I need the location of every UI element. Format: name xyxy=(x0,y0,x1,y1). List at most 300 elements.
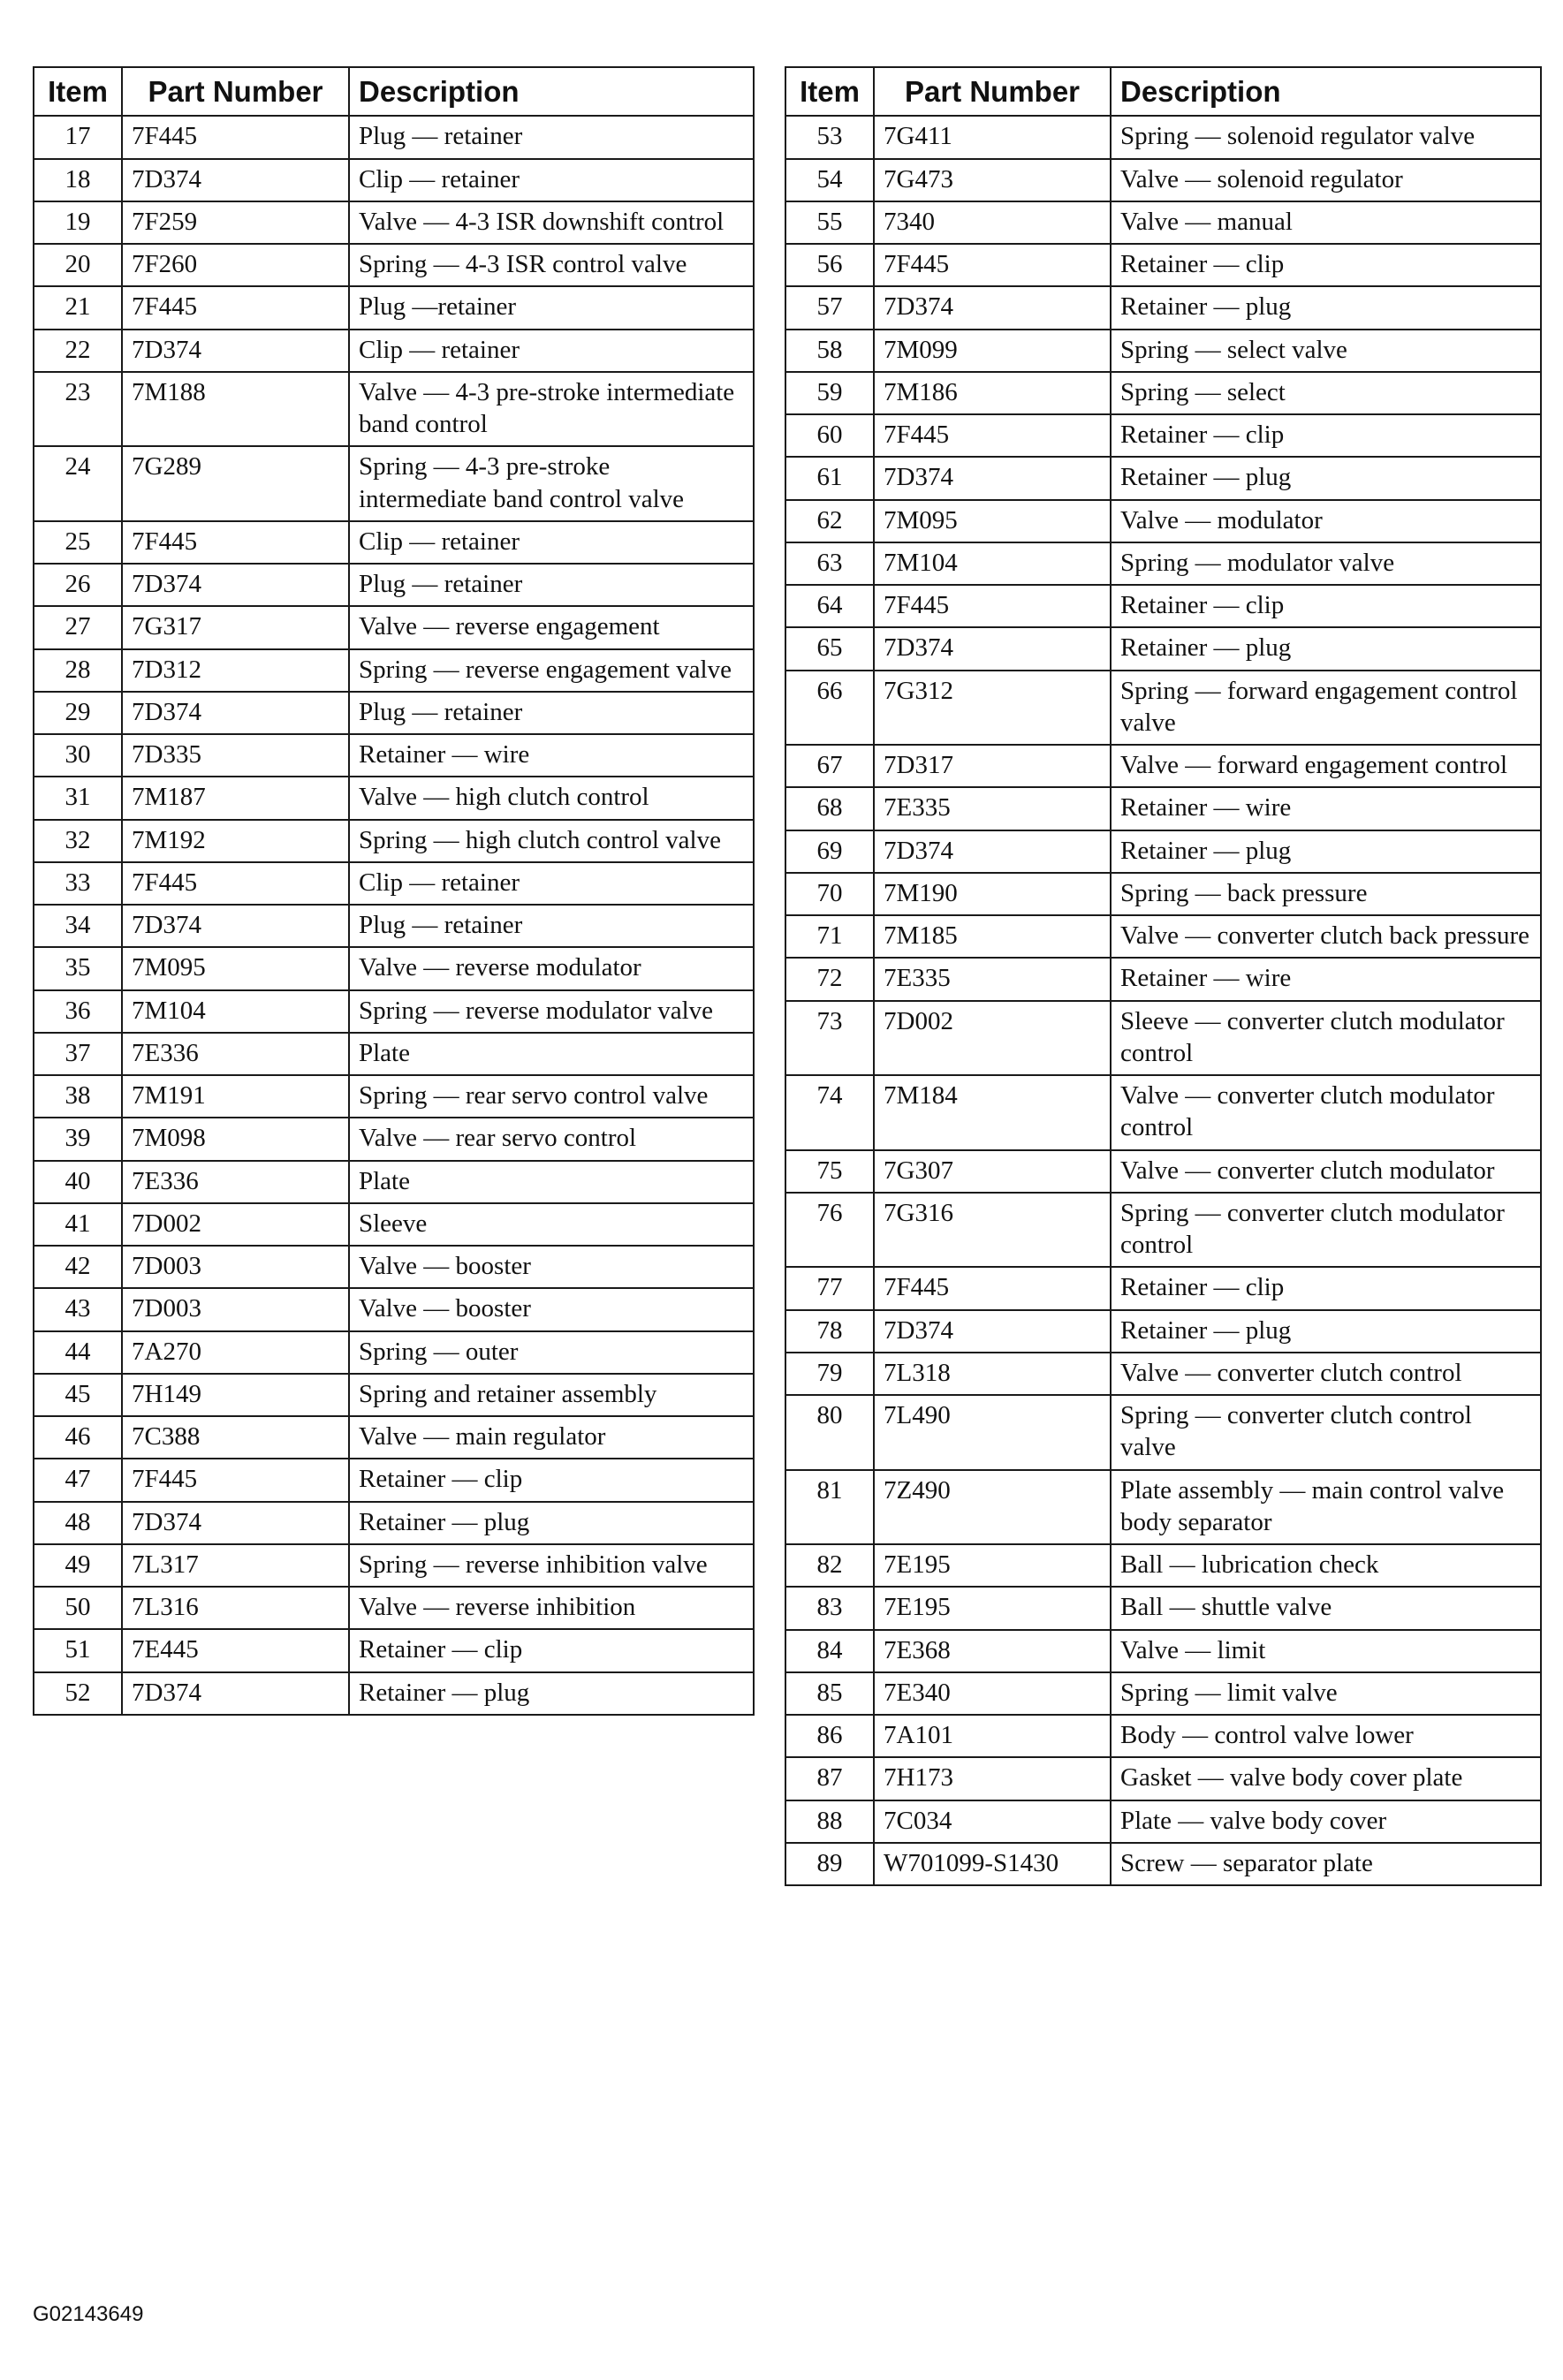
description-cell: Valve — manual xyxy=(1111,201,1541,244)
table-row xyxy=(785,1310,1541,1353)
item-cell: 25 xyxy=(34,521,122,564)
part-number-cell: 7G289 xyxy=(122,446,349,521)
part-number-cell: 7H149 xyxy=(122,1374,349,1416)
item-cell: 77 xyxy=(785,1267,874,1309)
part-number-cell: 7E340 xyxy=(874,1672,1111,1715)
table-row xyxy=(785,1630,1541,1672)
description-cell: Retainer — wire xyxy=(1111,787,1541,830)
table-row xyxy=(34,244,754,286)
table-row xyxy=(785,915,1541,958)
item-cell: 89 xyxy=(785,1843,874,1885)
table-row xyxy=(785,1757,1541,1800)
description-cell: Retainer — wire xyxy=(1111,958,1541,1000)
item-cell: 35 xyxy=(34,947,122,989)
description-cell: Spring — solenoid regulator valve xyxy=(1111,116,1541,158)
item-cell: 42 xyxy=(34,1246,122,1288)
table-row xyxy=(785,1470,1541,1545)
item-cell: 70 xyxy=(785,873,874,915)
table-row xyxy=(785,159,1541,201)
table-row xyxy=(34,286,754,329)
part-number-cell: 7F445 xyxy=(122,116,349,158)
item-cell: 27 xyxy=(34,606,122,648)
table-row xyxy=(34,606,754,648)
item-cell: 73 xyxy=(785,1001,874,1076)
part-number-cell: 7F260 xyxy=(122,244,349,286)
part-number-cell: 7D374 xyxy=(122,905,349,947)
header-part-number: Part Number xyxy=(874,67,1111,116)
table-row xyxy=(34,1161,754,1203)
item-cell: 48 xyxy=(34,1502,122,1544)
item-cell: 23 xyxy=(34,372,122,447)
description-cell: Sleeve — converter clutch modulator control xyxy=(1111,1001,1541,1076)
description-cell: Retainer — plug xyxy=(1111,457,1541,499)
item-cell: 65 xyxy=(785,627,874,670)
item-cell: 74 xyxy=(785,1075,874,1150)
item-cell: 17 xyxy=(34,116,122,158)
part-number-cell: 7M098 xyxy=(122,1118,349,1160)
table-row xyxy=(34,521,754,564)
description-cell: Plate — valve body cover xyxy=(1111,1800,1541,1843)
item-cell: 18 xyxy=(34,159,122,201)
table-row xyxy=(34,159,754,201)
item-cell: 51 xyxy=(34,1629,122,1671)
description-cell: Valve — limit xyxy=(1111,1630,1541,1672)
description-cell: Spring — select valve xyxy=(1111,330,1541,372)
description-cell: Retainer — clip xyxy=(1111,414,1541,457)
item-cell: 41 xyxy=(34,1203,122,1246)
description-cell: Valve — forward engagement control xyxy=(1111,745,1541,787)
item-cell: 56 xyxy=(785,244,874,286)
table-row xyxy=(34,990,754,1033)
description-cell: Spring — high clutch control valve xyxy=(349,820,754,862)
table-row xyxy=(34,1033,754,1075)
description-cell: Gasket — valve body cover plate xyxy=(1111,1757,1541,1800)
part-number-cell: 7A270 xyxy=(122,1331,349,1374)
description-cell: Clip — retainer xyxy=(349,159,754,201)
part-number-cell: 7M104 xyxy=(874,542,1111,585)
description-cell: Sleeve xyxy=(349,1203,754,1246)
part-number-cell: 7D374 xyxy=(122,330,349,372)
table-row xyxy=(34,330,754,372)
table-row xyxy=(34,905,754,947)
part-number-cell: 7E445 xyxy=(122,1629,349,1671)
item-cell: 22 xyxy=(34,330,122,372)
item-cell: 80 xyxy=(785,1395,874,1470)
item-cell: 47 xyxy=(34,1459,122,1501)
item-cell: 26 xyxy=(34,564,122,606)
description-cell: Body — control valve lower xyxy=(1111,1715,1541,1757)
item-cell: 81 xyxy=(785,1470,874,1545)
part-number-cell: 7M184 xyxy=(874,1075,1111,1150)
part-number-cell: 7G307 xyxy=(874,1150,1111,1193)
table-row xyxy=(34,1203,754,1246)
description-cell: Plug —retainer xyxy=(349,286,754,329)
table-row xyxy=(785,1193,1541,1268)
table-row xyxy=(34,777,754,819)
header-part-number: Part Number xyxy=(122,67,349,116)
table-row xyxy=(34,564,754,606)
description-cell: Valve — booster xyxy=(349,1288,754,1330)
item-cell: 33 xyxy=(34,862,122,905)
description-cell: Retainer — clip xyxy=(1111,244,1541,286)
table-row xyxy=(785,201,1541,244)
description-cell: Valve — reverse inhibition xyxy=(349,1587,754,1629)
figure-id: G02143649 xyxy=(33,2302,144,2326)
description-cell: Valve — booster xyxy=(349,1246,754,1288)
part-number-cell: 7D003 xyxy=(122,1288,349,1330)
part-number-cell: 7D374 xyxy=(122,1502,349,1544)
part-number-cell: 7D374 xyxy=(122,564,349,606)
table-row xyxy=(785,873,1541,915)
part-number-cell: 7M099 xyxy=(874,330,1111,372)
description-cell: Spring — converter clutch modulator control xyxy=(1111,1193,1541,1268)
item-cell: 62 xyxy=(785,500,874,542)
description-cell: Valve — converter clutch modulator control xyxy=(1111,1075,1541,1150)
part-number-cell: 7M191 xyxy=(122,1075,349,1118)
description-cell: Valve — main regulator xyxy=(349,1416,754,1459)
item-cell: 31 xyxy=(34,777,122,819)
item-cell: 45 xyxy=(34,1374,122,1416)
part-number-cell: 7M095 xyxy=(874,500,1111,542)
description-cell: Spring — rear servo control valve xyxy=(349,1075,754,1118)
item-cell: 86 xyxy=(785,1715,874,1757)
description-cell: Retainer — plug xyxy=(1111,1310,1541,1353)
table-row xyxy=(34,1502,754,1544)
item-cell: 55 xyxy=(785,201,874,244)
part-number-cell: 7D374 xyxy=(122,159,349,201)
part-number-cell: 7D374 xyxy=(874,286,1111,329)
part-number-cell: 7F445 xyxy=(122,862,349,905)
part-number-cell: 7E195 xyxy=(874,1544,1111,1587)
table-row xyxy=(785,330,1541,372)
table-row xyxy=(785,1353,1541,1395)
part-number-cell: 7Z490 xyxy=(874,1470,1111,1545)
description-cell: Valve — modulator xyxy=(1111,500,1541,542)
parts-table-left xyxy=(33,66,755,1716)
part-number-cell: 7M188 xyxy=(122,372,349,447)
part-number-cell: 7E335 xyxy=(874,787,1111,830)
table-body-left xyxy=(34,116,754,1715)
item-cell: 37 xyxy=(34,1033,122,1075)
table-row xyxy=(34,1075,754,1118)
table-row xyxy=(785,787,1541,830)
table-header-row xyxy=(34,67,754,116)
item-cell: 43 xyxy=(34,1288,122,1330)
description-cell: Spring — reverse engagement valve xyxy=(349,649,754,692)
header-item: Item xyxy=(34,67,122,116)
description-cell: Spring — 4-3 pre-stroke intermediate band control valve xyxy=(349,446,754,521)
part-number-cell: 7L318 xyxy=(874,1353,1111,1395)
description-cell: Spring — outer xyxy=(349,1331,754,1374)
table-body-right xyxy=(785,116,1541,1885)
part-number-cell: 7F445 xyxy=(122,1459,349,1501)
header-description: Description xyxy=(1111,67,1541,116)
description-cell: Spring — forward engagement control valve xyxy=(1111,671,1541,746)
part-number-cell: 7F259 xyxy=(122,201,349,244)
part-number-cell: 7E336 xyxy=(122,1033,349,1075)
description-cell: Retainer — plug xyxy=(1111,627,1541,670)
item-cell: 20 xyxy=(34,244,122,286)
description-cell: Clip — retainer xyxy=(349,330,754,372)
item-cell: 39 xyxy=(34,1118,122,1160)
description-cell: Retainer — clip xyxy=(349,1459,754,1501)
item-cell: 38 xyxy=(34,1075,122,1118)
item-cell: 66 xyxy=(785,671,874,746)
item-cell: 46 xyxy=(34,1416,122,1459)
description-cell: Plate assembly — main control valve body separator xyxy=(1111,1470,1541,1545)
table-row xyxy=(34,1331,754,1374)
table-row xyxy=(785,116,1541,158)
table-row xyxy=(34,372,754,447)
item-cell: 30 xyxy=(34,734,122,777)
description-cell: Plug — retainer xyxy=(349,564,754,606)
table-row xyxy=(785,627,1541,670)
item-cell: 32 xyxy=(34,820,122,862)
part-number-cell: 7G312 xyxy=(874,671,1111,746)
table-row xyxy=(785,414,1541,457)
part-number-cell: 7H173 xyxy=(874,1757,1111,1800)
table-row xyxy=(785,1075,1541,1150)
part-number-cell: 7E195 xyxy=(874,1587,1111,1629)
part-number-cell: 7F445 xyxy=(874,414,1111,457)
item-cell: 67 xyxy=(785,745,874,787)
table-header-row xyxy=(785,67,1541,116)
item-cell: 49 xyxy=(34,1544,122,1587)
description-cell: Spring — select xyxy=(1111,372,1541,414)
table-row xyxy=(785,1267,1541,1309)
description-cell: Retainer — clip xyxy=(349,1629,754,1671)
table-row xyxy=(34,734,754,777)
description-cell: Valve — rear servo control xyxy=(349,1118,754,1160)
part-number-cell: 7D374 xyxy=(874,627,1111,670)
item-cell: 24 xyxy=(34,446,122,521)
item-cell: 58 xyxy=(785,330,874,372)
part-number-cell: 7D002 xyxy=(874,1001,1111,1076)
description-cell: Retainer — plug xyxy=(1111,830,1541,873)
item-cell: 61 xyxy=(785,457,874,499)
part-number-cell: 7D374 xyxy=(122,1672,349,1715)
item-cell: 72 xyxy=(785,958,874,1000)
item-cell: 44 xyxy=(34,1331,122,1374)
table-row xyxy=(34,116,754,158)
table-row xyxy=(34,1288,754,1330)
table-row xyxy=(34,1544,754,1587)
parts-table-right xyxy=(785,66,1542,1886)
item-cell: 57 xyxy=(785,286,874,329)
table-row xyxy=(785,1672,1541,1715)
part-number-cell: 7G317 xyxy=(122,606,349,648)
table-row xyxy=(785,1001,1541,1076)
part-number-cell: 7D374 xyxy=(122,692,349,734)
table-row xyxy=(785,1587,1541,1629)
description-cell: Spring — converter clutch control valve xyxy=(1111,1395,1541,1470)
description-cell: Screw — separator plate xyxy=(1111,1843,1541,1885)
table-row xyxy=(785,1800,1541,1843)
part-number-cell: 7M095 xyxy=(122,947,349,989)
description-cell: Ball — lubrication check xyxy=(1111,1544,1541,1587)
item-cell: 84 xyxy=(785,1630,874,1672)
description-cell: Valve — converter clutch control xyxy=(1111,1353,1541,1395)
table-row xyxy=(785,1843,1541,1885)
item-cell: 63 xyxy=(785,542,874,585)
table-row xyxy=(34,1374,754,1416)
part-number-cell: 7G473 xyxy=(874,159,1111,201)
description-cell: Plug — retainer xyxy=(349,905,754,947)
item-cell: 40 xyxy=(34,1161,122,1203)
item-cell: 64 xyxy=(785,585,874,627)
item-cell: 53 xyxy=(785,116,874,158)
item-cell: 88 xyxy=(785,1800,874,1843)
item-cell: 68 xyxy=(785,787,874,830)
description-cell: Plug — retainer xyxy=(349,692,754,734)
item-cell: 34 xyxy=(34,905,122,947)
table-row xyxy=(34,947,754,989)
part-number-cell: 7L490 xyxy=(874,1395,1111,1470)
description-cell: Spring and retainer assembly xyxy=(349,1374,754,1416)
item-cell: 87 xyxy=(785,1757,874,1800)
part-number-cell: 7M190 xyxy=(874,873,1111,915)
part-number-cell: 7E336 xyxy=(122,1161,349,1203)
item-cell: 69 xyxy=(785,830,874,873)
description-cell: Valve — 4-3 pre-stroke intermediate band control xyxy=(349,372,754,447)
description-cell: Valve — converter clutch back pressure xyxy=(1111,915,1541,958)
table-row xyxy=(34,692,754,734)
table-row xyxy=(34,1629,754,1671)
item-cell: 79 xyxy=(785,1353,874,1395)
part-number-cell: 7D312 xyxy=(122,649,349,692)
part-number-cell: 7C388 xyxy=(122,1416,349,1459)
part-number-cell: 7E335 xyxy=(874,958,1111,1000)
description-cell: Spring — reverse modulator valve xyxy=(349,990,754,1033)
table-row xyxy=(34,446,754,521)
description-cell: Clip — retainer xyxy=(349,862,754,905)
description-cell: Spring — 4-3 ISR control valve xyxy=(349,244,754,286)
part-number-cell: W701099-S1430 xyxy=(874,1843,1111,1885)
description-cell: Spring — modulator valve xyxy=(1111,542,1541,585)
part-number-cell: 7M187 xyxy=(122,777,349,819)
table-row xyxy=(34,820,754,862)
item-cell: 60 xyxy=(785,414,874,457)
table-row xyxy=(785,372,1541,414)
description-cell: Valve — reverse engagement xyxy=(349,606,754,648)
table-row xyxy=(785,1395,1541,1470)
part-number-cell: 7340 xyxy=(874,201,1111,244)
description-cell: Spring — reverse inhibition valve xyxy=(349,1544,754,1587)
item-cell: 59 xyxy=(785,372,874,414)
description-cell: Ball — shuttle valve xyxy=(1111,1587,1541,1629)
part-number-cell: 7D335 xyxy=(122,734,349,777)
table-row xyxy=(34,1118,754,1160)
item-cell: 82 xyxy=(785,1544,874,1587)
table-row xyxy=(785,585,1541,627)
part-number-cell: 7G411 xyxy=(874,116,1111,158)
part-number-cell: 7F445 xyxy=(874,244,1111,286)
part-number-cell: 7F445 xyxy=(874,1267,1111,1309)
part-number-cell: 7D002 xyxy=(122,1203,349,1246)
table-row xyxy=(34,1416,754,1459)
description-cell: Spring — limit valve xyxy=(1111,1672,1541,1715)
table-row xyxy=(34,1587,754,1629)
description-cell: Valve — converter clutch modulator xyxy=(1111,1150,1541,1193)
item-cell: 52 xyxy=(34,1672,122,1715)
part-number-cell: 7L317 xyxy=(122,1544,349,1587)
item-cell: 71 xyxy=(785,915,874,958)
description-cell: Retainer — wire xyxy=(349,734,754,777)
item-cell: 19 xyxy=(34,201,122,244)
item-cell: 78 xyxy=(785,1310,874,1353)
part-number-cell: 7A101 xyxy=(874,1715,1111,1757)
part-number-cell: 7F445 xyxy=(874,585,1111,627)
item-cell: 83 xyxy=(785,1587,874,1629)
item-cell: 50 xyxy=(34,1587,122,1629)
item-cell: 28 xyxy=(34,649,122,692)
description-cell: Retainer — clip xyxy=(1111,585,1541,627)
table-row xyxy=(34,1672,754,1715)
item-cell: 21 xyxy=(34,286,122,329)
description-cell: Retainer — plug xyxy=(349,1672,754,1715)
description-cell: Retainer — plug xyxy=(349,1502,754,1544)
table-row xyxy=(785,1715,1541,1757)
part-number-cell: 7D317 xyxy=(874,745,1111,787)
description-cell: Plate xyxy=(349,1161,754,1203)
table-row xyxy=(34,1246,754,1288)
item-cell: 76 xyxy=(785,1193,874,1268)
table-row xyxy=(785,1544,1541,1587)
part-number-cell: 7C034 xyxy=(874,1800,1111,1843)
table-row xyxy=(34,201,754,244)
table-row xyxy=(34,862,754,905)
part-number-cell: 7D374 xyxy=(874,457,1111,499)
table-row xyxy=(785,671,1541,746)
table-row xyxy=(34,1459,754,1501)
part-number-cell: 7M192 xyxy=(122,820,349,862)
description-cell: Plate xyxy=(349,1033,754,1075)
part-number-cell: 7D003 xyxy=(122,1246,349,1288)
item-cell: 29 xyxy=(34,692,122,734)
item-cell: 85 xyxy=(785,1672,874,1715)
description-cell: Valve — solenoid regulator xyxy=(1111,159,1541,201)
description-cell: Clip — retainer xyxy=(349,521,754,564)
table-row xyxy=(785,457,1541,499)
description-cell: Valve — 4-3 ISR downshift control xyxy=(349,201,754,244)
part-number-cell: 7D374 xyxy=(874,830,1111,873)
part-number-cell: 7M185 xyxy=(874,915,1111,958)
header-item: Item xyxy=(785,67,874,116)
part-number-cell: 7D374 xyxy=(874,1310,1111,1353)
description-cell: Retainer — clip xyxy=(1111,1267,1541,1309)
description-cell: Plug — retainer xyxy=(349,116,754,158)
table-row xyxy=(785,745,1541,787)
table-row xyxy=(785,500,1541,542)
table-row xyxy=(34,649,754,692)
description-cell: Spring — back pressure xyxy=(1111,873,1541,915)
table-row xyxy=(785,958,1541,1000)
table-row xyxy=(785,1150,1541,1193)
part-number-cell: 7F445 xyxy=(122,286,349,329)
table-row xyxy=(785,286,1541,329)
header-description: Description xyxy=(349,67,754,116)
description-cell: Valve — reverse modulator xyxy=(349,947,754,989)
item-cell: 36 xyxy=(34,990,122,1033)
item-cell: 75 xyxy=(785,1150,874,1193)
table-row xyxy=(785,830,1541,873)
description-cell: Retainer — plug xyxy=(1111,286,1541,329)
part-number-cell: 7M186 xyxy=(874,372,1111,414)
part-number-cell: 7M104 xyxy=(122,990,349,1033)
part-number-cell: 7F445 xyxy=(122,521,349,564)
part-number-cell: 7E368 xyxy=(874,1630,1111,1672)
item-cell: 54 xyxy=(785,159,874,201)
